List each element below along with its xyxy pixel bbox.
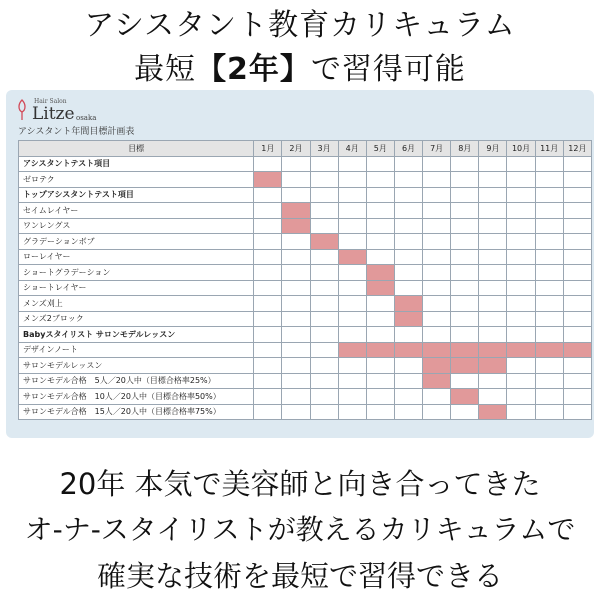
headline-prefix: 最短 [134, 52, 197, 87]
month-header: 10月 [507, 141, 535, 157]
schedule-cell-filled [366, 342, 394, 358]
month-header: 5月 [366, 141, 394, 157]
logo-small-text: Hair Salon [34, 98, 67, 105]
schedule-cell [366, 172, 394, 188]
schedule-cell [394, 280, 422, 296]
footer-line-3: 確実な技術を最短で習得できる [96, 559, 503, 593]
schedule-cell [254, 156, 282, 172]
schedule-cell [423, 187, 451, 203]
schedule-cell [507, 296, 535, 312]
row-label: アシスタントテスト項目 [19, 156, 254, 172]
schedule-cell [507, 327, 535, 343]
schedule-cell [479, 280, 507, 296]
row-label: ワンレングス [19, 218, 254, 234]
table-row [19, 280, 592, 296]
schedule-cell [451, 296, 479, 312]
month-header: 4月 [338, 141, 366, 157]
row-label: メンズ刈上 [19, 296, 254, 312]
schedule-cell [310, 156, 338, 172]
schedule-cell [338, 296, 366, 312]
schedule-cell [366, 296, 394, 312]
schedule-cell [423, 156, 451, 172]
month-header: 6月 [394, 141, 422, 157]
table-row [19, 389, 592, 405]
row-label: デザインノート [19, 342, 254, 358]
row-label: サロンモデル合格 15人／20人中（目標合格率75%） [19, 404, 254, 420]
schedule-cell-filled [451, 389, 479, 405]
schedule-cell [507, 373, 535, 389]
schedule-cell [338, 311, 366, 327]
schedule-cell [366, 187, 394, 203]
schedule-cell [310, 296, 338, 312]
schedule-table [18, 140, 592, 420]
schedule-cell [394, 172, 422, 188]
schedule-cell [479, 327, 507, 343]
schedule-cell [282, 373, 310, 389]
schedule-cell [535, 280, 563, 296]
schedule-cell [423, 249, 451, 265]
schedule-cell [535, 172, 563, 188]
schedule-cell [338, 218, 366, 234]
schedule-cell [479, 172, 507, 188]
schedule-cell [366, 373, 394, 389]
schedule-cell-filled [338, 342, 366, 358]
schedule-cell [535, 389, 563, 405]
schedule-cell [563, 234, 591, 250]
schedule-cell-filled [423, 342, 451, 358]
schedule-cell [310, 389, 338, 405]
schedule-cell [423, 218, 451, 234]
month-header: 3月 [310, 141, 338, 157]
schedule-cell [507, 156, 535, 172]
schedule-cell [535, 156, 563, 172]
schedule-cell [366, 311, 394, 327]
row-label: グラデーションボブ [19, 234, 254, 250]
schedule-cell [254, 280, 282, 296]
schedule-cell [254, 373, 282, 389]
schedule-cell [535, 404, 563, 420]
table-row [19, 342, 592, 358]
schedule-cell [282, 342, 310, 358]
schedule-cell [563, 280, 591, 296]
column-header-goal: 目標 [19, 141, 254, 157]
schedule-cell [535, 327, 563, 343]
month-header: 12月 [563, 141, 591, 157]
schedule-cell [535, 249, 563, 265]
schedule-cell [310, 187, 338, 203]
schedule-cell-filled [366, 280, 394, 296]
schedule-cell [423, 265, 451, 281]
month-header: 9月 [479, 141, 507, 157]
table-row [19, 203, 592, 219]
schedule-cell [479, 296, 507, 312]
schedule-cell-filled [479, 358, 507, 374]
section-row [19, 187, 592, 203]
row-label: メンズ2ブロック [19, 311, 254, 327]
schedule-cell [282, 249, 310, 265]
schedule-cell [507, 172, 535, 188]
schedule-cell [338, 327, 366, 343]
schedule-cell [366, 249, 394, 265]
schedule-cell [394, 203, 422, 219]
schedule-cell [451, 373, 479, 389]
schedule-cell [563, 327, 591, 343]
month-header: 1月 [254, 141, 282, 157]
schedule-cell [423, 234, 451, 250]
schedule-cell [338, 187, 366, 203]
schedule-cell [535, 203, 563, 219]
row-label: セイムレイヤー [19, 203, 254, 219]
table-row [19, 404, 592, 420]
month-header: 8月 [451, 141, 479, 157]
schedule-cell [451, 156, 479, 172]
schedule-cell-filled [479, 404, 507, 420]
schedule-cell [535, 311, 563, 327]
schedule-cell [338, 234, 366, 250]
salon-logo [12, 98, 162, 124]
schedule-cell [563, 218, 591, 234]
schedule-cell [254, 311, 282, 327]
schedule-cell [282, 296, 310, 312]
schedule-cell [451, 311, 479, 327]
schedule-cell [254, 203, 282, 219]
schedule-cell [451, 218, 479, 234]
schedule-cell-filled [507, 342, 535, 358]
schedule-cell-filled [254, 172, 282, 188]
table-row [19, 172, 592, 188]
schedule-cell [394, 389, 422, 405]
schedule-cell-filled [479, 342, 507, 358]
schedule-cell [479, 218, 507, 234]
schedule-cell-filled [282, 203, 310, 219]
schedule-cell-filled [338, 249, 366, 265]
schedule-cell [310, 280, 338, 296]
table-row [19, 358, 592, 374]
schedule-cell [479, 249, 507, 265]
schedule-cell [507, 311, 535, 327]
schedule-cell [563, 203, 591, 219]
schedule-cell [282, 172, 310, 188]
schedule-cell [451, 327, 479, 343]
schedule-cell [338, 389, 366, 405]
schedule-cell [282, 265, 310, 281]
schedule-cell [338, 280, 366, 296]
schedule-cell [254, 234, 282, 250]
headline-subtitle [0, 52, 600, 88]
schedule-cell [310, 172, 338, 188]
schedule-cell [394, 218, 422, 234]
schedule-cell [310, 358, 338, 374]
schedule-cell-filled [310, 234, 338, 250]
row-label: Babyスタイリスト サロンモデルレッスン [19, 327, 254, 343]
schedule-cell-filled [423, 373, 451, 389]
schedule-cell [563, 249, 591, 265]
schedule-cell [563, 311, 591, 327]
schedule-cell [423, 203, 451, 219]
month-header: 2月 [282, 141, 310, 157]
schedule-cell [338, 373, 366, 389]
row-label: ショートグラデーション [19, 265, 254, 281]
curriculum-panel [6, 90, 594, 438]
headline-suffix: で習得可能 [310, 52, 466, 87]
schedule-cell [479, 389, 507, 405]
schedule-cell [507, 249, 535, 265]
schedule-cell [423, 296, 451, 312]
schedule-cell [310, 311, 338, 327]
schedule-cell [563, 389, 591, 405]
schedule-cell [479, 156, 507, 172]
schedule-cell [282, 404, 310, 420]
footer-line-1: 20年 本気で美容師と向き合ってきた [59, 467, 541, 501]
schedule-cell [451, 187, 479, 203]
schedule-cell [507, 265, 535, 281]
schedule-cell [310, 404, 338, 420]
schedule-cell [563, 187, 591, 203]
plan-title: アシスタント年間目標計画表 [18, 127, 135, 137]
schedule-cell [310, 203, 338, 219]
schedule-cell-filled [366, 265, 394, 281]
schedule-cell [254, 187, 282, 203]
schedule-cell [451, 249, 479, 265]
schedule-cell [282, 156, 310, 172]
schedule-cell [310, 373, 338, 389]
schedule-cell [282, 187, 310, 203]
schedule-cell-filled [451, 342, 479, 358]
schedule-cell [338, 404, 366, 420]
schedule-cell [563, 265, 591, 281]
schedule-cell [366, 234, 394, 250]
schedule-cell [479, 203, 507, 219]
table-row [19, 265, 592, 281]
schedule-cell [254, 389, 282, 405]
row-label: ゼロテク [19, 172, 254, 188]
schedule-cell [451, 404, 479, 420]
schedule-cell [423, 404, 451, 420]
schedule-cell [254, 218, 282, 234]
schedule-cell [507, 203, 535, 219]
schedule-cell [310, 342, 338, 358]
table-row [19, 296, 592, 312]
month-header: 7月 [423, 141, 451, 157]
schedule-cell [338, 172, 366, 188]
schedule-cell-filled [394, 311, 422, 327]
schedule-cell [282, 358, 310, 374]
table-row [19, 373, 592, 389]
scissors-logo-icon [14, 98, 30, 122]
schedule-cell [507, 358, 535, 374]
row-label: ローレイヤー [19, 249, 254, 265]
schedule-cell [394, 187, 422, 203]
headline-highlight: 【2年】 [196, 52, 311, 87]
schedule-cell [479, 373, 507, 389]
schedule-cell [479, 265, 507, 281]
schedule-cell [394, 404, 422, 420]
schedule-cell-filled [563, 342, 591, 358]
row-label: サロンモデルレッスン [19, 358, 254, 374]
schedule-cell [338, 265, 366, 281]
schedule-cell [310, 249, 338, 265]
schedule-cell [366, 358, 394, 374]
schedule-cell [254, 342, 282, 358]
schedule-cell [423, 280, 451, 296]
schedule-cell [366, 327, 394, 343]
schedule-cell [282, 389, 310, 405]
schedule-cell [451, 234, 479, 250]
schedule-cell [535, 218, 563, 234]
schedule-cell [423, 311, 451, 327]
schedule-cell [282, 234, 310, 250]
schedule-cell [310, 265, 338, 281]
schedule-cell [479, 311, 507, 327]
schedule-cell [563, 404, 591, 420]
section-row [19, 327, 592, 343]
row-label: サロンモデル合格 5人／20人中（目標合格率25%） [19, 373, 254, 389]
schedule-cell [394, 327, 422, 343]
schedule-cell [338, 156, 366, 172]
schedule-cell [366, 218, 394, 234]
schedule-cell [507, 389, 535, 405]
schedule-cell [451, 172, 479, 188]
schedule-cell [535, 265, 563, 281]
schedule-cell [563, 358, 591, 374]
schedule-cell [310, 327, 338, 343]
schedule-cell [394, 249, 422, 265]
schedule-cell-filled [535, 342, 563, 358]
schedule-cell [254, 327, 282, 343]
logo-name: Litze [32, 104, 75, 124]
schedule-cell [479, 187, 507, 203]
schedule-cell [535, 358, 563, 374]
schedule-cell-filled [394, 296, 422, 312]
schedule-cell [254, 265, 282, 281]
schedule-cell [366, 156, 394, 172]
schedule-cell [507, 280, 535, 296]
footer-line-2: オ-ナ-スタイリストが教えるカリキュラムで [24, 513, 576, 546]
schedule-cell [423, 172, 451, 188]
schedule-cell [282, 280, 310, 296]
schedule-cell-filled [282, 218, 310, 234]
schedule-cell [254, 404, 282, 420]
schedule-cell [366, 389, 394, 405]
row-label: トップアシスタントテスト項目 [19, 187, 254, 203]
schedule-cell-filled [451, 358, 479, 374]
schedule-cell [451, 265, 479, 281]
schedule-cell [310, 218, 338, 234]
table-header-row [19, 141, 592, 157]
schedule-cell [535, 373, 563, 389]
month-header: 11月 [535, 141, 563, 157]
schedule-cell [451, 203, 479, 219]
schedule-cell [394, 156, 422, 172]
schedule-cell [563, 296, 591, 312]
schedule-cell [423, 389, 451, 405]
schedule-cell-filled [423, 358, 451, 374]
schedule-cell [535, 187, 563, 203]
schedule-cell [423, 327, 451, 343]
schedule-cell [507, 234, 535, 250]
schedule-cell-filled [394, 342, 422, 358]
schedule-cell [366, 203, 394, 219]
schedule-cell [394, 234, 422, 250]
table-row [19, 234, 592, 250]
schedule-cell [535, 296, 563, 312]
section-row [19, 156, 592, 172]
schedule-cell [563, 373, 591, 389]
schedule-cell [394, 358, 422, 374]
schedule-cell [366, 404, 394, 420]
schedule-cell [507, 187, 535, 203]
table-row [19, 218, 592, 234]
table-row [19, 311, 592, 327]
row-label: ショートレイヤー [19, 280, 254, 296]
schedule-cell [563, 172, 591, 188]
schedule-cell [507, 404, 535, 420]
schedule-cell [254, 296, 282, 312]
schedule-cell [451, 280, 479, 296]
row-label: サロンモデル合格 10人／20人中（目標合格率50%） [19, 389, 254, 405]
schedule-cell [394, 373, 422, 389]
schedule-cell [479, 234, 507, 250]
schedule-cell [394, 265, 422, 281]
schedule-cell [254, 249, 282, 265]
schedule-cell [282, 311, 310, 327]
logo-city: osaka [76, 114, 97, 122]
schedule-cell [507, 218, 535, 234]
schedule-cell [535, 234, 563, 250]
schedule-cell [338, 203, 366, 219]
schedule-cell [338, 358, 366, 374]
table-row [19, 249, 592, 265]
schedule-cell [282, 327, 310, 343]
schedule-cell [254, 358, 282, 374]
schedule-cell [563, 156, 591, 172]
headline-title: アシスタント教育カリキュラム [84, 8, 516, 43]
